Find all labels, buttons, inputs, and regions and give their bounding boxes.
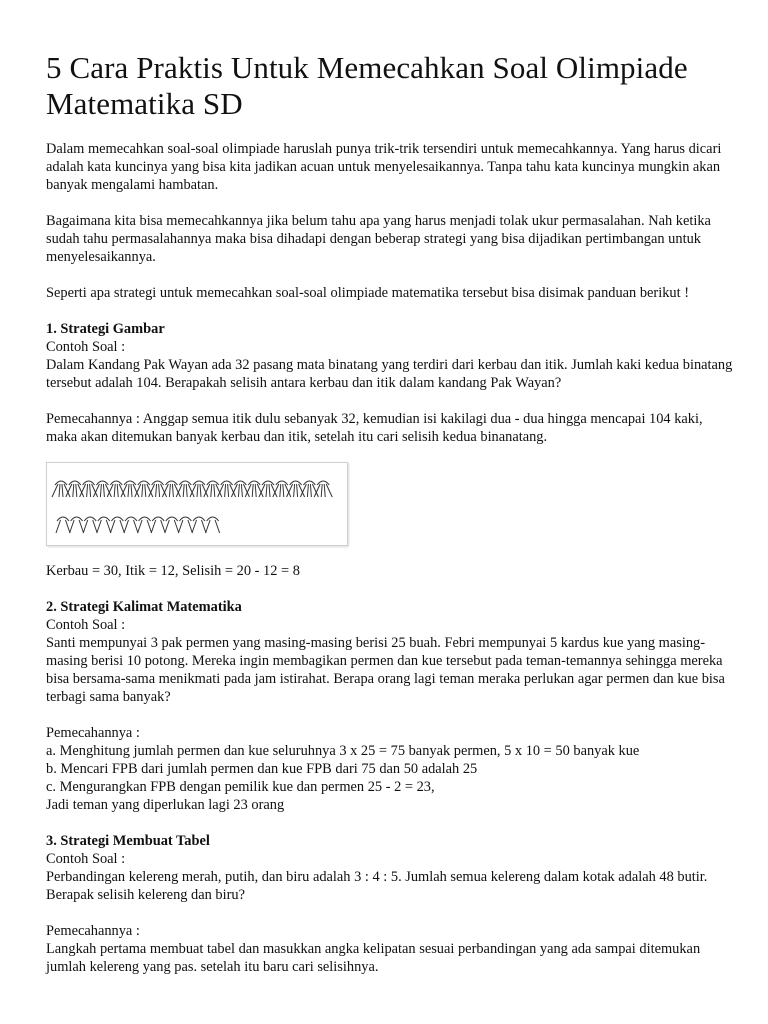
itik-figure-7 bbox=[138, 517, 152, 533]
section-2-heading: 2. Strategi Kalimat Matematika bbox=[46, 599, 242, 615]
section-3-heading: 3. Strategi Membuat Tabel bbox=[46, 833, 210, 849]
section-2-pemecahan-label: Pemecahannya : bbox=[46, 725, 140, 741]
intro-paragraph-3: Seperti apa strategi untuk memecahkan soal-soal olimpiade matematika tersebut bisa disimak panduan berikut ! bbox=[46, 285, 689, 301]
section-1-pemecahan: Pemecahannya : Anggap semua itik dulu sebanyak 32, kemudian isi kakilagi dua - dua hingga mencapai 104 kaki, maka akan ditemukan banyak kerbau dan itik, setelah itu cari selisih kedua binanatang. bbox=[46, 411, 703, 445]
itik-figure-3 bbox=[83, 517, 97, 533]
itik-figure-12 bbox=[206, 517, 220, 533]
itik-figure-2 bbox=[70, 517, 84, 533]
section-2-step-a: a. Menghitung jumlah permen dan kue seluruhnya 3 x 25 = 75 banyak permen, 5 x 10 = 50 banyak kue bbox=[46, 743, 640, 759]
animal-legs-figure bbox=[46, 462, 348, 546]
section-1-result: Kerbau = 30, Itik = 12, Selisih = 20 - 12 = 8 bbox=[46, 563, 300, 579]
itik-figure-10 bbox=[178, 517, 192, 533]
page-title: 5 Cara Praktis Untuk Memecahkan Soal Olimpiade Matematika SD bbox=[46, 50, 688, 121]
intro-paragraph-2: Bagaimana kita bisa memecahkannya jika belum tahu apa yang harus menjadi tolak ukur permasalahan. Nah ketika sudah tahu permasalahannya maka bisa dihadapi dengan beberap strategi yang bisa dijadikan pertimbangan untuk menyelesaikannya. bbox=[46, 213, 711, 265]
itik-figure-11 bbox=[192, 517, 206, 533]
itik-figure-4 bbox=[97, 517, 111, 533]
section-3-langkah: Langkah pertama membuat tabel dan masukkan angka kelipatan sesuai perbandingan yang ada sampai ditemukan jumlah kelereng yang pas. setelah itu baru cari selisihnya. bbox=[46, 941, 701, 975]
section-2-conclusion: Jadi teman yang diperlukan lagi 23 orang bbox=[46, 797, 285, 813]
legs-drawing bbox=[47, 463, 347, 545]
section-1-heading: 1. Strategi Gambar bbox=[46, 321, 165, 337]
section-3-contoh-label: Contoh Soal : bbox=[46, 851, 126, 867]
itik-figure-1 bbox=[56, 517, 70, 533]
itik-figure-9 bbox=[165, 517, 179, 533]
section-3-pemecahan-label: Pemecahannya : bbox=[46, 923, 140, 939]
section-2-step-b: b. Mencari FPB dari jumlah permen dan kue FPB dari 75 dan 50 adalah 25 bbox=[46, 761, 478, 777]
section-2-step-c: c. Mengurangkan FPB dengan pemilik kue dan permen 25 - 2 = 23, bbox=[46, 779, 435, 795]
itik-figure-6 bbox=[124, 517, 138, 533]
document-page bbox=[46, 0, 736, 976]
section-2-soal: Santi mempunyai 3 pak permen yang masing-masing berisi 25 buah. Febri mempunyai 5 kardus kue yang masing-masing berisi 10 potong. Mereka ingin membagikan permen dan kue tersebut pada teman-temannya sehingga mereka bisa bersama-sama menikmati pada jam istirahat. Berapa orang lagi teman meraka perlukan agar permen dan kue bisa terbagi sama banyak? bbox=[46, 635, 725, 705]
section-1-soal: Dalam Kandang Pak Wayan ada 32 pasang mata binatang yang terdiri dari kerbau dan itik. Jumlah kaki kedua binatang tersebut adalah 104. Berapakah selisih antara kerbau dan itik dalam kandang Pak Wayan? bbox=[46, 357, 733, 391]
itik-figure-8 bbox=[151, 517, 165, 533]
itik-figure-5 bbox=[110, 517, 124, 533]
section-2-contoh-label: Contoh Soal : bbox=[46, 617, 126, 633]
section-1-contoh-label: Contoh Soal : bbox=[46, 339, 126, 355]
section-3-soal: Perbandingan kelereng merah, putih, dan biru adalah 3 : 4 : 5. Jumlah semua kelereng dalam kotak adalah 48 butir. Berapak selisih kelereng dan biru? bbox=[46, 869, 708, 903]
intro-paragraph-1: Dalam memecahkan soal-soal olimpiade haruslah punya trik-trik tersendiri untuk memecahkannya. Yang harus dicari adalah kata kuncinya yang bisa kita jadikan acuan untuk menyelesaikannya. Tanpa tahu kata kuncinya mungkin akan banyak mengalami hambatan. bbox=[46, 141, 722, 193]
